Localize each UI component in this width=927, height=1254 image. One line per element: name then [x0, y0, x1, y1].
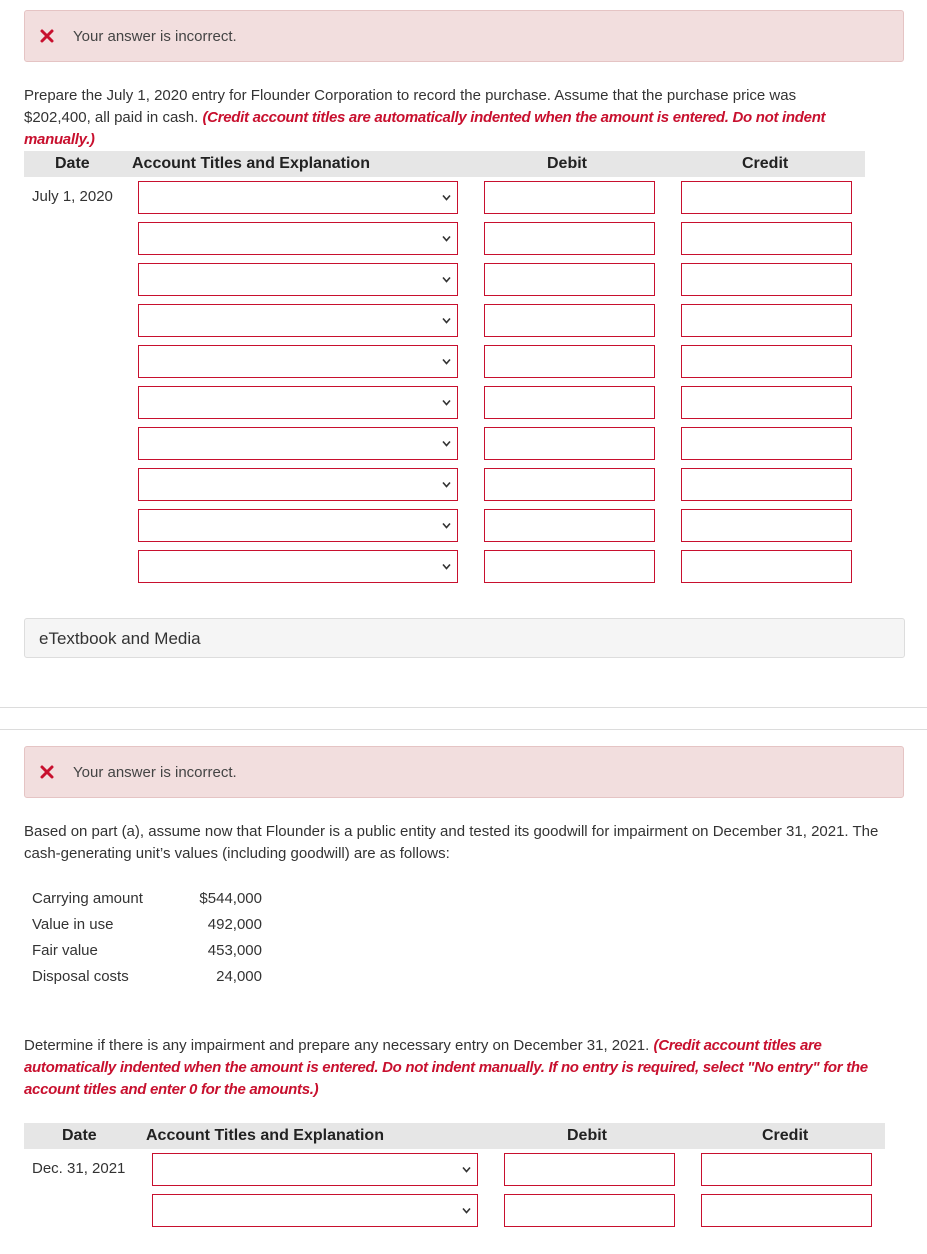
value-label: Carrying amount: [32, 890, 143, 907]
debit-input[interactable]: [484, 345, 655, 378]
journal-header: [24, 1123, 885, 1149]
debit-input[interactable]: [484, 550, 655, 583]
credit-input[interactable]: [701, 1194, 872, 1227]
value-label: Value in use: [32, 916, 114, 933]
question-text: Determine if there is any impairment and prepare any necessary entry on December 31, 2021.: [24, 1037, 650, 1054]
debit-input[interactable]: [484, 468, 655, 501]
chevron-down-icon: [442, 358, 451, 365]
chevron-down-icon: [442, 276, 451, 283]
etextbook-media-bar[interactable]: [24, 618, 905, 658]
chevron-down-icon: [462, 1166, 471, 1173]
close-x-icon: [39, 764, 55, 780]
close-x-icon: [39, 28, 55, 44]
chevron-down-icon: [442, 399, 451, 406]
prompt-text: Prepare the July 1, 2020 entry for Flounder Corporation to record the purchase. Assume that the purchase price was $202,400, all paid in cash.: [24, 87, 797, 126]
account-title-select[interactable]: [138, 427, 458, 460]
value-amount: 492,000: [207, 916, 262, 933]
part-b-question: [24, 1035, 884, 1101]
chevron-down-icon: [442, 194, 451, 201]
header-credit: Credit: [742, 155, 789, 172]
account-title-select[interactable]: [138, 509, 458, 542]
chevron-down-icon: [442, 522, 451, 529]
credit-input[interactable]: [681, 345, 852, 378]
value-row: [32, 916, 262, 942]
credit-input[interactable]: [681, 222, 852, 255]
debit-input[interactable]: [484, 181, 655, 214]
credit-input[interactable]: [681, 386, 852, 419]
question-prompt: [24, 85, 854, 151]
debit-input[interactable]: [484, 304, 655, 337]
account-title-select[interactable]: [138, 386, 458, 419]
header-account: Account Titles and Explanation: [132, 155, 370, 172]
credit-input[interactable]: [681, 427, 852, 460]
header-account: Account Titles and Explanation: [146, 1127, 384, 1144]
chevron-down-icon: [442, 481, 451, 488]
credit-input[interactable]: [681, 550, 852, 583]
debit-input[interactable]: [484, 427, 655, 460]
instruction-text: (Credit account titles are automatically indented when the amount is entered. Do not indent manually. If no entry is required, select "No entry" for the account titles and enter 0 for the amounts.): [24, 1037, 868, 1098]
credit-input[interactable]: [681, 263, 852, 296]
credit-input[interactable]: [681, 304, 852, 337]
etextbook-label: eTextbook and Media: [39, 629, 201, 648]
header-debit: Debit: [547, 155, 587, 172]
account-title-select[interactable]: [152, 1194, 478, 1227]
header-date: Date: [55, 155, 90, 172]
chevron-down-icon: [442, 563, 451, 570]
part-b-prompt: Based on part (a), assume now that Flounder is a public entity and tested its goodwill for impairment on December 31, 2021. The cash-generating unit’s values (including goodwill) are as follows:: [24, 823, 879, 862]
credit-input[interactable]: [701, 1153, 872, 1186]
value-amount: 453,000: [207, 942, 262, 959]
chevron-down-icon: [442, 235, 451, 242]
account-title-select[interactable]: [138, 345, 458, 378]
incorrect-answer-alert: [24, 10, 904, 62]
account-title-select[interactable]: [138, 263, 458, 296]
value-row: [32, 942, 262, 968]
chevron-down-icon: [462, 1207, 471, 1214]
debit-input[interactable]: [484, 386, 655, 419]
value-amount: $544,000: [199, 890, 262, 907]
debit-input[interactable]: [484, 222, 655, 255]
entry-date: Dec. 31, 2021: [32, 1160, 126, 1177]
chevron-down-icon: [442, 317, 451, 324]
value-label: Fair value: [32, 942, 98, 959]
header-debit: Debit: [567, 1127, 607, 1144]
value-row: [32, 890, 262, 916]
alert-message: Your answer is incorrect.: [73, 764, 237, 781]
debit-input[interactable]: [504, 1194, 675, 1227]
debit-input[interactable]: [484, 263, 655, 296]
account-title-select[interactable]: [138, 181, 458, 214]
credit-input[interactable]: [681, 468, 852, 501]
instruction-text: (Credit account titles are automatically indented when the amount is entered. Do not indent manually.): [24, 109, 826, 148]
credit-input[interactable]: [681, 181, 852, 214]
chevron-down-icon: [442, 440, 451, 447]
entry-date: July 1, 2020: [32, 188, 113, 205]
section-divider: [0, 729, 927, 730]
journal-header: [24, 151, 865, 177]
incorrect-answer-alert: [24, 746, 904, 798]
credit-input[interactable]: [681, 509, 852, 542]
value-amount: 24,000: [216, 968, 262, 985]
account-title-select[interactable]: [138, 468, 458, 501]
debit-input[interactable]: [484, 509, 655, 542]
account-title-select[interactable]: [152, 1153, 478, 1186]
account-title-select[interactable]: [138, 222, 458, 255]
debit-input[interactable]: [504, 1153, 675, 1186]
account-title-select[interactable]: [138, 550, 458, 583]
value-row: [32, 968, 262, 994]
header-date: Date: [62, 1127, 97, 1144]
alert-message: Your answer is incorrect.: [73, 28, 237, 45]
account-title-select[interactable]: [138, 304, 458, 337]
section-divider: [0, 707, 927, 708]
header-credit: Credit: [762, 1127, 809, 1144]
value-label: Disposal costs: [32, 968, 129, 985]
